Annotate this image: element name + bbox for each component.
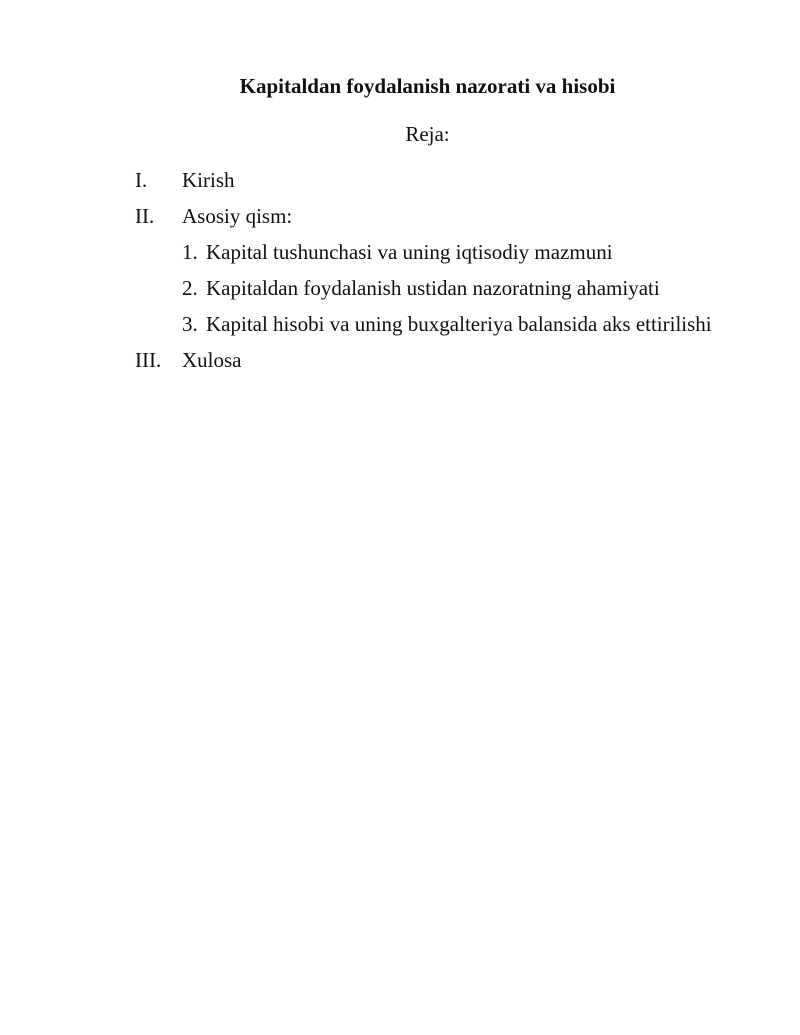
plan-heading: Reja: — [405, 122, 450, 146]
section-item: Xulosa — [182, 348, 242, 372]
section-item: Kirish — [182, 168, 235, 192]
section-numeral: III. — [135, 348, 162, 372]
subsection-item: Kapital hisobi va uning buxgalteriya balansida aks ettirilishi — [206, 312, 712, 336]
subsection-item: Kapital tushunchasi va uning iqtisodiy mazmuni — [206, 240, 613, 264]
section-item: Asosiy qism: — [182, 204, 293, 228]
subsection-number: 1. — [182, 240, 198, 264]
subsection-number: 2. — [182, 276, 198, 300]
subsection-number: 3. — [182, 312, 198, 336]
section-numeral: II. — [135, 204, 155, 228]
subsection-item: Kapitaldan foydalanish ustidan nazoratning ahamiyati — [206, 276, 660, 300]
document-title: Kapitaldan foydalanish nazorati va hisobi — [239, 74, 616, 98]
section-numeral: I. — [135, 168, 148, 192]
